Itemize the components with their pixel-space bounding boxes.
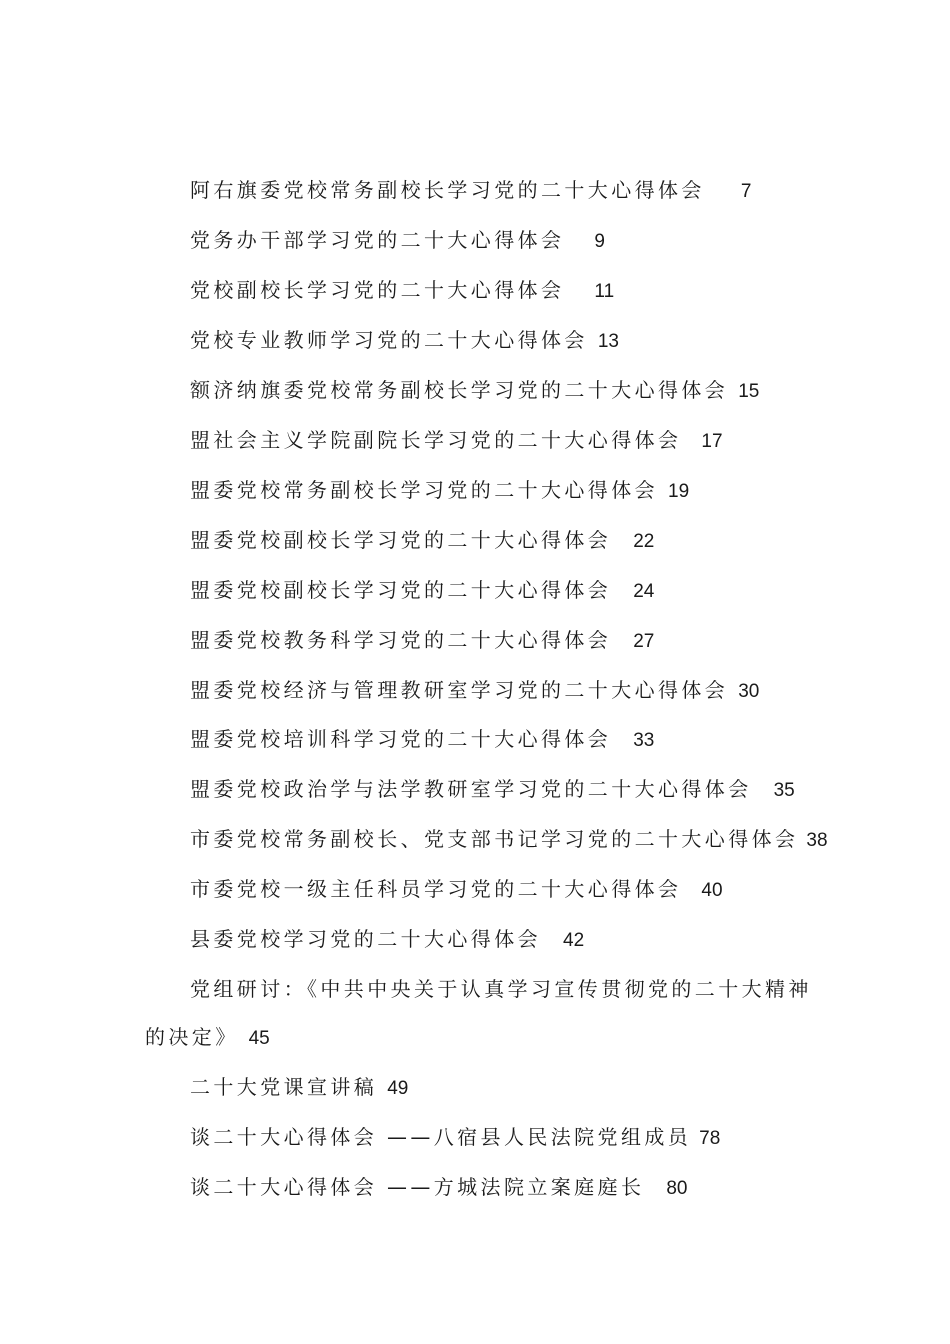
- toc-entry: [190, 1073, 408, 1103]
- toc-entry: [190, 376, 759, 406]
- toc-entry: [190, 676, 759, 706]
- toc-entry-page: 11: [594, 281, 615, 302]
- toc-entry: [190, 725, 654, 755]
- toc-entry-page: 80: [666, 1178, 688, 1199]
- toc-entry-page: 17: [701, 431, 723, 452]
- toc-entry: [190, 276, 614, 306]
- toc-entry-page: 45: [248, 1028, 270, 1049]
- toc-entry-title: 二十大党课宣讲稿: [190, 1075, 378, 1099]
- toc-entry-page: 19: [668, 481, 690, 502]
- toc-entry-title: 盟委党校常务副校长学习党的二十大心得体会: [190, 478, 658, 502]
- toc-entry-title: 的决定》: [145, 1025, 239, 1049]
- toc-entry-page: 7: [740, 181, 752, 202]
- toc-entry: [190, 426, 723, 456]
- toc-entry-title: 党校专业教师学习党的二十大心得体会: [190, 328, 588, 352]
- toc-entry-title: 盟委党校教务科学习党的二十大心得体会: [190, 628, 612, 652]
- toc-entry-title: 党组研讨：《中共中央关于认真学习宣传贯彻党的二十大精神: [190, 977, 812, 1001]
- toc-entry-page: 78: [699, 1128, 721, 1149]
- toc-entry-title: 盟委党校副校长学习党的二十大心得体会: [190, 578, 612, 602]
- toc-entry-title: 市委党校一级主任科员学习党的二十大心得体会: [190, 877, 682, 901]
- toc-entry: [190, 526, 654, 556]
- toc-entry-page: 42: [563, 930, 585, 951]
- toc-entry-page: 33: [633, 730, 655, 751]
- toc-entry: [190, 326, 619, 356]
- toc-entry: [190, 825, 828, 855]
- toc-entry: [190, 576, 654, 606]
- toc-entry-title: 党校副校长学习党的二十大心得体会: [190, 278, 565, 302]
- toc-entry-title: 盟委党校培训科学习党的二十大心得体会: [190, 727, 612, 751]
- toc-entry-page: 22: [633, 531, 655, 552]
- toc-entry-page: 30: [738, 681, 760, 702]
- toc-entry-page: 49: [387, 1078, 409, 1099]
- toc-entry: [190, 775, 795, 805]
- toc-entry-page: 13: [597, 331, 619, 352]
- toc-entry-page: 24: [633, 581, 655, 602]
- toc-entry-page: 38: [806, 830, 828, 851]
- toc-entry-title: 谈二十大心得体会 ——方城法院立案庭庭长: [190, 1175, 645, 1199]
- toc-entry-title: 阿右旗委党校常务副校长学习党的二十大心得体会: [190, 178, 705, 202]
- toc-entry-page: 15: [738, 381, 760, 402]
- toc-entry-page: 9: [594, 231, 605, 252]
- toc-entry: [190, 626, 654, 656]
- toc-entry: [190, 176, 751, 206]
- toc-entry: [190, 975, 812, 1005]
- toc-entry: [190, 476, 689, 506]
- toc-entry-title: 额济纳旗委党校常务副校长学习党的二十大心得体会: [190, 378, 729, 402]
- toc-entry-title: 盟社会主义学院副院长学习党的二十大心得体会: [190, 428, 682, 452]
- toc-entry-title: 盟委党校经济与管理教研室学习党的二十大心得体会: [190, 678, 729, 702]
- toc-entry: [190, 226, 605, 256]
- toc-entry: [190, 1123, 720, 1153]
- toc-entry: [190, 1173, 688, 1203]
- toc-entry-page: 35: [773, 780, 795, 801]
- toc-entry-title: 市委党校常务副校长、党支部书记学习党的二十大心得体会: [190, 827, 799, 851]
- toc-entry-title: 盟委党校副校长学习党的二十大心得体会: [190, 528, 612, 552]
- toc-entry-title: 党务办干部学习党的二十大心得体会: [190, 228, 565, 252]
- toc-entry: [190, 875, 723, 905]
- toc-entry-title: 盟委党校政治学与法学教研室学习党的二十大心得体会: [190, 777, 752, 801]
- toc-entry: [190, 925, 584, 955]
- toc-entry-page: 40: [701, 880, 723, 901]
- toc-entry-title: 谈二十大心得体会 ——八宿县人民法院党组成员: [190, 1125, 692, 1149]
- toc-entry-continuation: [145, 1023, 270, 1053]
- toc-entry-page: 27: [633, 631, 655, 652]
- toc-entry-title: 县委党校学习党的二十大心得体会: [190, 927, 541, 951]
